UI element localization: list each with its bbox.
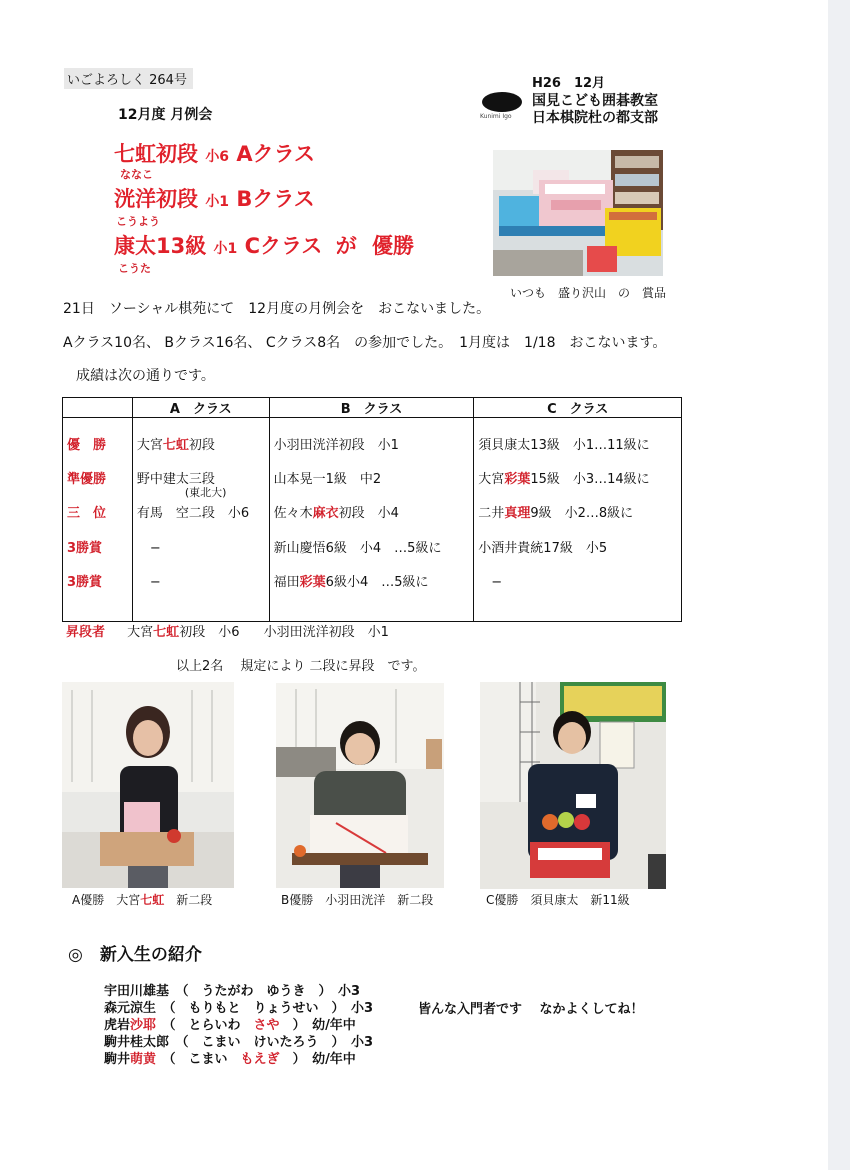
winner-c-name: 康太13級 — [114, 234, 207, 258]
photo-a-image — [62, 682, 234, 888]
student-1: 宇田川雄基 （ うたがわ ゆうき ） 小3 — [104, 984, 361, 999]
prize-photo — [493, 150, 663, 276]
photo-a-winner — [62, 682, 234, 888]
label-3win-2: 3勝賞 — [67, 575, 103, 590]
club-name-line1: 国見こども囲碁教室 — [532, 93, 658, 109]
issue-date: H26 12月 — [532, 76, 606, 91]
class-c-2nd: 大宮彩葉15級 小3…14級に — [478, 472, 650, 487]
go-stone-icon — [482, 92, 522, 112]
winner-b — [114, 183, 315, 213]
promotion-note: 以上2名 規定により 二段に昇段 です。 — [176, 659, 426, 674]
winner-a-class: Aクラス — [236, 142, 315, 166]
promotion-person-2: 小羽田洸洋初段 小1 — [263, 625, 389, 640]
class-a-3rd: 有馬 空二段 小6 — [136, 506, 250, 521]
winner-a-name: 七虹初段 — [114, 142, 198, 166]
table-header-label — [63, 398, 133, 418]
winner-b-ruby: こうよう — [116, 215, 160, 228]
label-3win-1: 3勝賞 — [67, 541, 103, 556]
photo-b-winner — [276, 683, 444, 888]
class-b-1st: 小羽田洸洋初段 小1 — [273, 438, 399, 453]
issue-number: いごよろしく 264号 — [64, 68, 193, 89]
logo-text: Kunimi Igo — [480, 113, 512, 120]
class-a-3win-1: − — [136, 541, 161, 556]
promotion-label: 昇段者 — [66, 625, 106, 640]
paragraph-1: 21日 ソーシャル棋苑にて 12月度の月例会を おこないました。 — [63, 301, 491, 317]
winner-c-ga: が — [335, 234, 357, 258]
promotion-person-1: 大宮七虹初段 小6 — [127, 625, 240, 640]
class-b-2nd: 山本晃一1級 中2 — [273, 472, 382, 487]
class-c-3win-2: − — [478, 575, 503, 590]
scan-edge — [828, 0, 850, 1170]
student-2: 森元涼生 （ もりもと りょうせい ） 小3 — [104, 1001, 374, 1016]
class-b-3win-1: 新山慶悟6級 小4 …5級に — [273, 541, 442, 556]
winner-b-class: Bクラス — [236, 187, 315, 211]
label-3rd: 三 位 — [67, 506, 107, 521]
class-a-2nd: 野中建太三段 — [136, 472, 215, 487]
photo-c-image — [480, 682, 666, 889]
student-4: 駒井桂太郎 （ こまい けいたろう ） 小3 — [104, 1035, 374, 1050]
class-c-3rd: 二井真理9級 小2…8級に — [478, 506, 634, 521]
class-c-column — [474, 418, 681, 621]
winner-a-ruby: ななこ — [120, 168, 153, 181]
results-table — [62, 397, 682, 622]
label-column — [63, 418, 132, 621]
table-body-row — [63, 418, 682, 622]
class-b-column — [270, 418, 474, 621]
class-b-3win-2: 福田彩葉6級小4 …5級に — [273, 575, 429, 590]
table-header-c: C クラス — [474, 398, 682, 418]
label-2nd: 準優勝 — [67, 472, 107, 487]
welcome-message: 皆んな入門者です なかよくしてね！ — [418, 1002, 644, 1017]
winner-b-grade: 小1 — [205, 194, 230, 210]
winner-c-ruby: こうた — [118, 262, 151, 275]
club-logo — [480, 92, 524, 120]
promotion-line — [66, 621, 389, 640]
paragraph-3: 成績は次の通りです。 — [76, 368, 215, 384]
winner-c — [114, 230, 414, 260]
winner-c-grade: 小1 — [213, 241, 238, 257]
student-3: 虎岩沙耶 （ とらいわ さや ） 幼/年中 — [104, 1018, 356, 1033]
monthly-title: 12月度 月例会 — [118, 107, 213, 123]
winner-a — [114, 138, 315, 168]
club-name-line2: 日本棋院杜の都支部 — [532, 110, 658, 126]
class-c-1st: 須貝康太13級 小1…11級に — [478, 438, 650, 453]
student-5: 駒井萌黄 （ こまい もえぎ ） 幼/年中 — [104, 1052, 356, 1067]
winner-c-class: Cクラス — [244, 234, 323, 258]
winner-c-yusho: 優勝 — [372, 234, 415, 258]
table-header-a: A クラス — [132, 398, 269, 418]
paragraph-2: Aクラス10名、 Bクラス16名、 Cクラス8名 の参加でした。 1月度は 1/18 おこないます。 — [63, 335, 667, 351]
new-students-title: ◎ 新入生の紹介 — [68, 945, 202, 965]
class-a-2nd-note: (東北大) — [184, 486, 227, 499]
class-a-1st: 大宮七虹初段 — [136, 438, 215, 453]
class-a-column — [133, 418, 269, 621]
table-header-b: B クラス — [269, 398, 474, 418]
label-1st: 優 勝 — [67, 438, 107, 453]
class-c-3win-1: 小酒井貴統17級 小5 — [478, 541, 608, 556]
photo-b-image — [276, 683, 444, 888]
photo-c-winner — [480, 682, 666, 889]
photo-c-caption: C優勝 須貝康太 新11級 — [486, 893, 630, 907]
class-b-3rd: 佐々木麻衣初段 小4 — [273, 506, 399, 521]
photo-a-caption: A優勝 大宮七虹 新二段 — [72, 893, 213, 907]
class-a-3win-2: − — [136, 575, 161, 590]
table-header-row — [63, 398, 682, 418]
winner-a-grade: 小6 — [205, 149, 230, 165]
prize-photo-caption: いつも 盛り沢山 の 賞品 — [510, 286, 667, 300]
winner-b-name: 洸洋初段 — [114, 187, 198, 211]
photo-b-caption: B優勝 小羽田洸洋 新二段 — [281, 893, 434, 907]
prize-photo-image — [493, 150, 663, 276]
